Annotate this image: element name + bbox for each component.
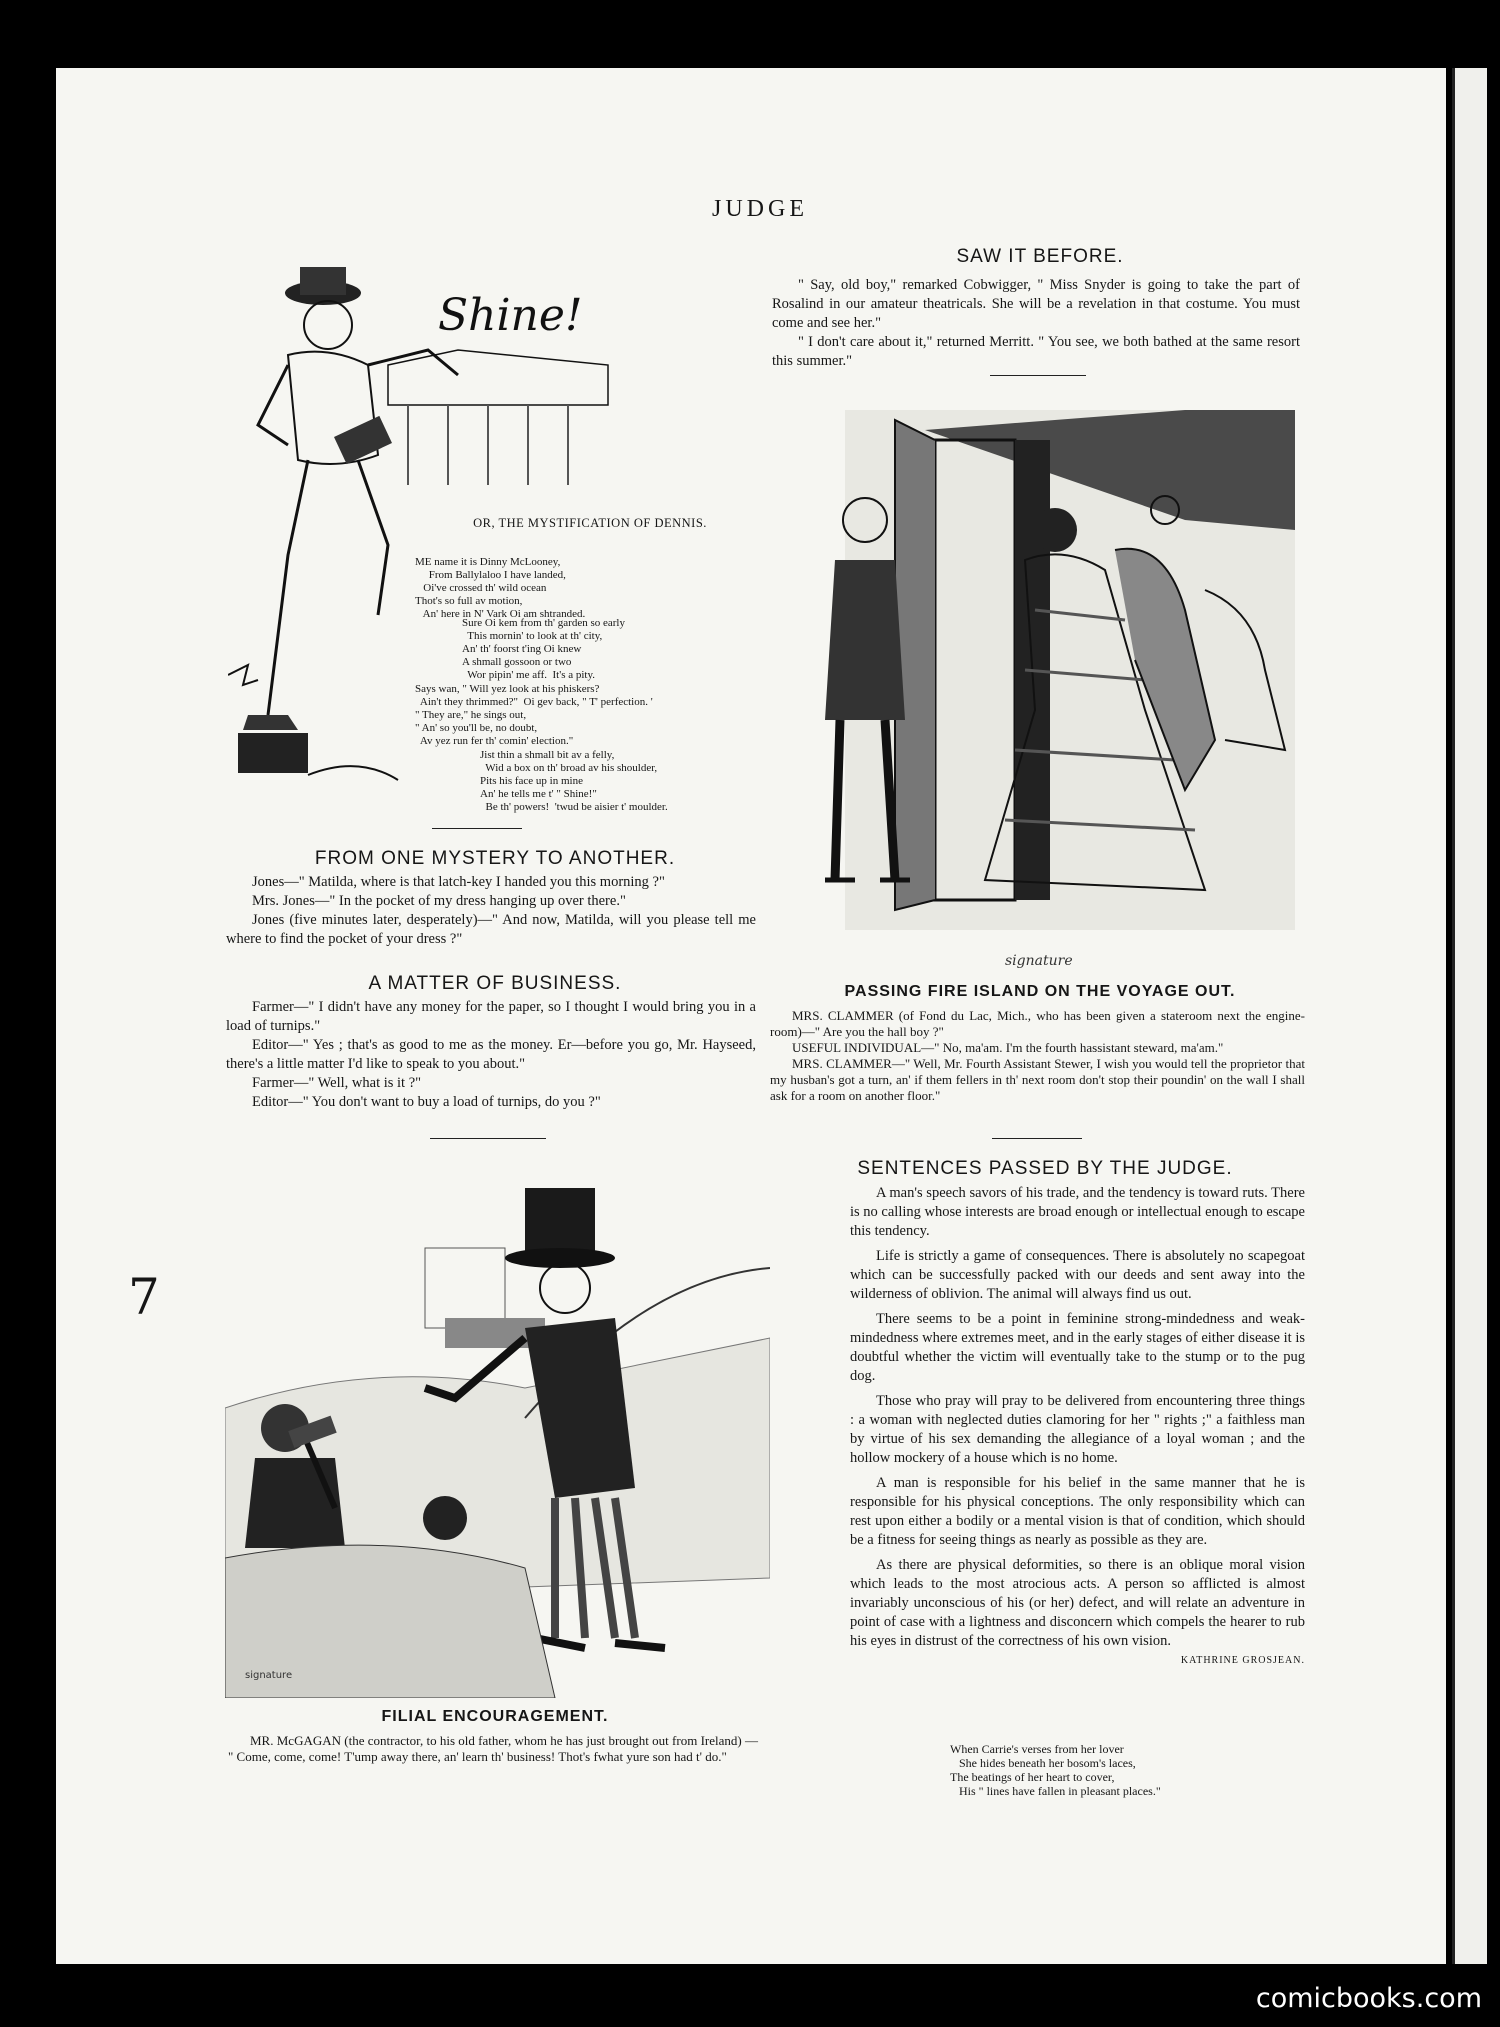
business-title: A MATTER OF BUSINESS. <box>368 973 622 994</box>
saw-it-para-2: " I don't care about it," returned Merritt. " You see, we both bathed at the same resort this summer." <box>772 334 1300 369</box>
divider <box>432 828 522 829</box>
sentences-body <box>850 1184 1305 1666</box>
filial-body <box>228 1733 758 1765</box>
shine-lettering: Shine! <box>438 290 583 341</box>
business-line-3: Farmer—" Well, what is it ?" <box>252 1075 422 1091</box>
saw-it-para-1: " Say, old boy," remarked Cobwigger, " Miss Snyder is going to take the part of Rosalind in our amateur theatricals. She will be a revelation in that costume. You must come and see her." <box>772 277 1300 331</box>
fire-island-title: PASSING FIRE ISLAND ON THE VOYAGE OUT. <box>844 983 1236 1000</box>
sentences-title: SENTENCES PASSED BY THE JUDGE. <box>857 1158 1233 1179</box>
business-line-2: Editor—" Yes ; that's as good to me as the money. Er—before you go, Mr. Hayseed, there's a little matter I'd like to speak to you about." <box>226 1037 756 1072</box>
divider <box>992 1138 1082 1139</box>
filial-encouragement-illustration <box>225 1158 770 1698</box>
shine-stanza-4: Jist thin a shmall bit av a felly, Wid a box on th' broad av his shoulder, Pits his face up in mine An' he tells me t' " Shine!" Be th' powers! 'twud be aisier t' moulder. <box>480 749 668 813</box>
saw-it-body <box>772 276 1300 371</box>
shine-stanza-3: Says wan, " Will yez look at his phiskers? Ain't they thrimmed?" Oi gev back, " T' perfection. ' " They are," he sings out, " An' so you'll be, no doubt, Av yez run fer th' comin' election." <box>415 683 653 747</box>
watermark: comicbooks.com <box>1255 1983 1482 2014</box>
sentences-author: KATHRINE GROSJEAN. <box>1180 1655 1305 1666</box>
business-body <box>226 998 756 1112</box>
fire-island-body <box>770 1008 1305 1104</box>
mystery-body <box>226 873 756 949</box>
fire-island-line-2: USEFUL INDIVIDUAL—" No, ma'am. I'm the fourth hassistant steward, ma'am." <box>792 1040 1224 1055</box>
sentences-para-2: Life is strictly a game of consequences. There is absolutely no scapegoat which can be successfully packed with our deeds and sent away into the wilderness of oblivion. The animal will always find us out. <box>850 1248 1305 1302</box>
sentences-para-3: There seems to be a point in feminine strong-mindedness and weak-mindedness where extremes meet, and in the early stages of either disease it is doubtful whether the victim will eventually take to the stump or to the pug dog. <box>850 1311 1305 1384</box>
sentences-para-5: A man is responsible for his belief in the same manner that he is responsible for his physical conceptions. The only responsibility which can rest upon either a bodily or a mental vision is that of condition, which should be a fitness for seeing things as nearly as possible as they are. <box>850 1475 1305 1548</box>
mystery-title: FROM ONE MYSTERY TO ANOTHER. <box>314 848 676 869</box>
divider <box>990 375 1086 376</box>
masthead: JUDGE <box>712 196 808 222</box>
fire-island-line-3: MRS. CLAMMER—" Well, Mr. Fourth Assistant Stewer, I wish you would tell the proprietor that my husban's got a turn, an' if them fellers in th' next room don't stop their poundin' on the wall I shall ask for a room on another floor." <box>770 1056 1305 1103</box>
business-line-4: Editor—" You don't want to buy a load of turnips, do you ?" <box>252 1094 601 1110</box>
fire-island-illustration <box>785 410 1295 980</box>
sentences-para-6: As there are physical deformities, so there is an oblique moral vision which leads to the most atrocious acts. A person so afflicted is almost invariably unconscious of his (or her) defect, and will relate an adventure in point of case with a lightness and disconcern which compels the hearer to rub his eyes in distrust of the correctness of his own vision. <box>850 1557 1305 1649</box>
adjacent-page-edge <box>1452 68 1487 1964</box>
svg-text:signature: signature <box>245 1670 293 1681</box>
shine-subtitle: OR, THE MYSTIFICATION OF DENNIS. <box>473 516 707 530</box>
business-line-1: Farmer—" I didn't have any money for the paper, so I thought I would bring you in a load of turnips." <box>226 999 756 1034</box>
filial-caption: MR. McGAGAN (the contractor, to his old father, whom he has just brought out from Ireland) — " Come, come, come! T'ump away there, an' learn th' business! Thot's fwhat yure son had t' do." <box>228 1733 758 1764</box>
mystery-line-1: Jones—" Matilda, where is that latch-key I handed you this morning ?" <box>252 874 665 890</box>
fire-island-line-1: MRS. CLAMMER (of Fond du Lac, Mich., who has been given a stateroom next the engine-room)—" Are you the hall boy ?" <box>770 1008 1305 1039</box>
sentences-para-4: Those who pray will pray to be delivered from encountering three things : a woman with neglected duties clamoring for her " rights ;" a faithless man by virtue of his sex demanding the allegiance of a loyal woman ; and the hollow mockery of a house which is no home. <box>850 1393 1305 1466</box>
carrie-poem: When Carrie's verses from her lover She hides beneath her bosom's laces, The beatings of her heart to cover, His " lines have fallen in pleasant places." <box>950 1742 1161 1798</box>
filial-title: FILIAL ENCOURAGEMENT. <box>381 1708 609 1725</box>
divider <box>430 1138 546 1139</box>
svg-text:signature: signature <box>1005 953 1073 969</box>
sentences-para-1: A man's speech savors of his trade, and the tendency is toward ruts. There is no calling whose interests are broad enough or intellectual enough to escape this tendency. <box>850 1185 1305 1239</box>
saw-it-title: SAW IT BEFORE. <box>956 246 1124 267</box>
mystery-line-3: Jones (five minutes later, desperately)—" And now, Matilda, will you please tell me where to find the pocket of your dress ?" <box>226 912 756 947</box>
mystery-line-2: Mrs. Jones—" In the pocket of my dress hanging up over there." <box>252 893 626 909</box>
shine-stanza-2: Sure Oi kem from th' garden so early This mornin' to look at th' city, An' th' foorst t'ing Oi knew A shmall gossoon or two Wor pipin' me aff. It's a pity. <box>462 617 625 681</box>
margin-mark: 7 <box>128 1268 160 1326</box>
shine-stanza-1: ME name it is Dinny McLooney, From Ballylaloo I have landed, Oi've crossed th' wild ocean Thot's so full av motion, An' here in N' Vark Oi am shtranded. <box>415 556 586 620</box>
